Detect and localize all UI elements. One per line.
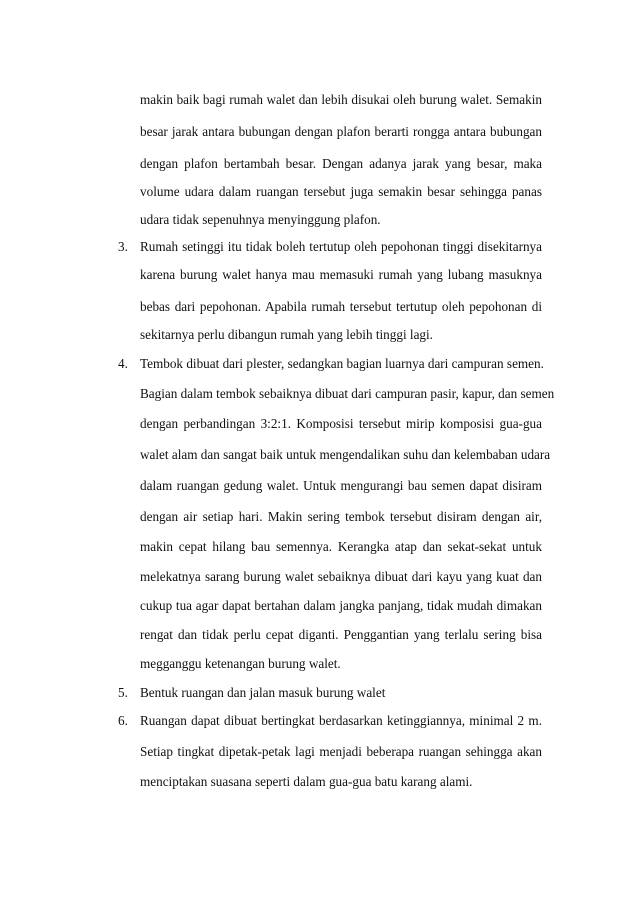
list-item-number: 5. [118, 685, 128, 700]
list-item-line: karena burung walet hanya mau memasuki rumah yang lubang masuknya [140, 267, 542, 282]
list-item-number: 3. [118, 239, 128, 254]
list-item-line: dalam ruangan gedung walet. Untuk mengurangi bau semen dapat disiram [140, 478, 542, 493]
list-item-line: Bagian dalam tembok sebaiknya dibuat dari campuran pasir, kapur, dan semen [140, 386, 555, 401]
list-item-number: 4. [118, 356, 128, 371]
list-item-line: bebas dari pepohonan. Apabila rumah tersebut tertutup oleh pepohonan di [140, 299, 542, 314]
body-text-line: besar jarak antara bubungan dengan plafon berarti rongga antara bubungan [140, 124, 542, 139]
list-item-line: sekitarnya perlu dibangun rumah yang lebih tinggi lagi. [140, 327, 433, 342]
list-item-line: dengan air setiap hari. Makin sering tembok tersebut disiram dengan air, [140, 509, 542, 524]
list-item-line: menciptakan suasana seperti dalam gua-gua batu karang alami. [140, 774, 473, 789]
body-text-line: makin baik bagi rumah walet dan lebih disukai oleh burung walet. Semakin [140, 92, 542, 107]
list-item-line: Bentuk ruangan dan jalan masuk burung walet [140, 685, 386, 700]
list-item-number: 6. [118, 713, 128, 728]
list-item-line: Tembok dibuat dari plester, sedangkan bagian luarnya dari campuran semen. [140, 356, 544, 371]
body-text-line: dengan plafon bertambah besar. Dengan adanya jarak yang besar, maka [140, 156, 542, 171]
list-item-line: dengan perbandingan 3:2:1. Komposisi tersebut mirip komposisi gua-gua [140, 416, 542, 431]
body-text-line: udara tidak sepenuhnya menyinggung plafon. [140, 212, 381, 227]
list-item-line: rengat dan tidak perlu cepat diganti. Penggantian yang terlalu sering bisa [140, 627, 542, 642]
list-item-line: makin cepat hilang bau semennya. Kerangka atap dan sekat-sekat untuk [140, 539, 542, 554]
list-item-line: walet alam dan sangat baik untuk mengendalikan suhu dan kelembaban udara [140, 447, 551, 462]
list-item-line: Rumah setinggi itu tidak boleh tertutup oleh pepohonan tinggi disekitarnya [140, 239, 542, 254]
body-text-line: volume udara dalam ruangan tersebut juga semakin besar sehingga panas [140, 184, 542, 199]
list-item-line: cukup tua agar dapat bertahan dalam jangka panjang, tidak mudah dimakan [140, 598, 542, 613]
list-item-line: megganggu ketenangan burung walet. [140, 656, 341, 671]
list-item-line: Setiap tingkat dipetak-petak lagi menjadi beberapa ruangan sehingga akan [140, 744, 542, 759]
list-item-line: Ruangan dapat dibuat bertingkat berdasarkan ketinggiannya, minimal 2 m. [140, 713, 542, 728]
list-item-line: melekatnya sarang burung walet sebaiknya dibuat dari kayu yang kuat dan [140, 569, 542, 584]
